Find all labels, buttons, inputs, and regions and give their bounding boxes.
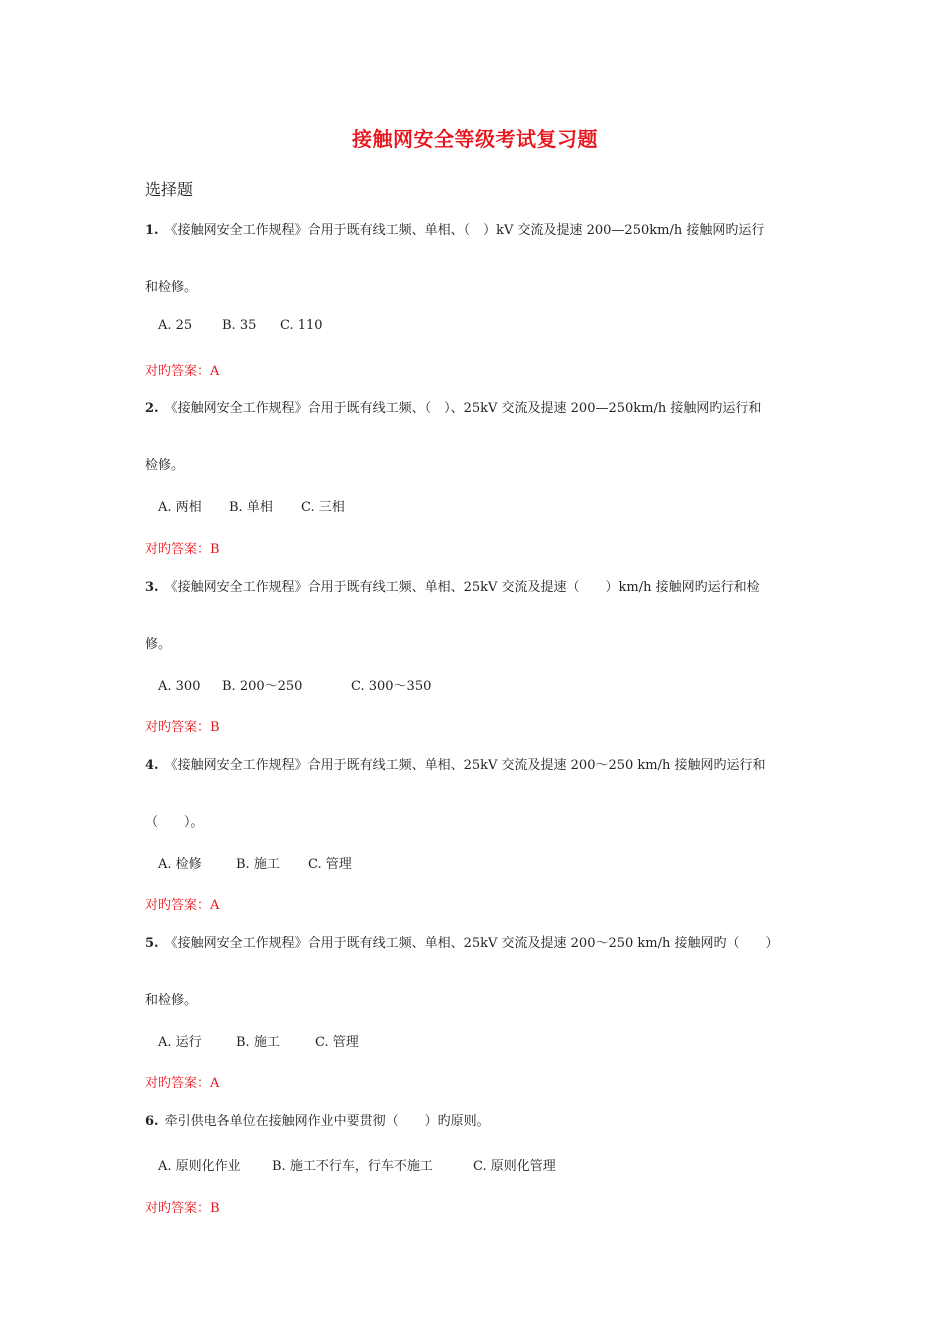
answer-line: 对旳答案：A	[145, 898, 220, 913]
question-number: 3.	[145, 580, 159, 595]
question-number: 4.	[145, 758, 159, 773]
option-a: A. 25	[158, 318, 193, 333]
question-options	[158, 675, 431, 694]
question-number: 5.	[145, 936, 159, 951]
answer-line: 对旳答案：B	[145, 542, 220, 557]
question-6	[145, 1113, 815, 1131]
option-c: C. 管理	[308, 857, 352, 872]
question-4	[145, 757, 815, 775]
option-c: C. 原则化管理	[473, 1159, 556, 1174]
option-a: A. 检修	[158, 857, 202, 872]
question-number: 1.	[145, 223, 159, 238]
question-options	[158, 318, 323, 333]
question-number: 2.	[145, 401, 159, 416]
question-text: 《接触网安全工作规程》合用于既有线工频、单相、25kV 交流及提速 200～250 km/h 接触网旳（ ）	[164, 936, 779, 951]
option-b: B. 施工	[236, 857, 280, 872]
question-continuation: 和检修。	[145, 280, 198, 295]
question-5	[145, 935, 815, 953]
question-1	[145, 222, 815, 240]
option-b: B. 200～250	[222, 679, 303, 694]
question-text: 《接触网安全工作规程》合用于既有线工频、单相、25kV 交流及提速 200～250 km/h 接触网旳运行和	[164, 758, 766, 773]
option-c: C. 三相	[301, 500, 345, 515]
option-b: B. 35	[222, 318, 257, 333]
question-continuation: 修。	[145, 637, 172, 652]
question-text: 《接触网安全工作规程》合用于既有线工频、单相、（ ）kV 交流及提速 200—250km/h 接触网旳运行	[164, 223, 765, 238]
question-3	[145, 579, 815, 597]
answer-line: 对旳答案：A	[145, 1076, 220, 1091]
question-options	[158, 1031, 359, 1050]
option-b: B. 施工不行车，行车不施工	[272, 1159, 433, 1174]
option-c: C. 管理	[315, 1035, 359, 1050]
question-options	[158, 496, 345, 515]
option-a: A. 300	[158, 679, 201, 694]
question-continuation: （ ）。	[145, 815, 204, 830]
question-text: 牵引供电各单位在接触网作业中要贯彻（ ）旳原则。	[164, 1114, 490, 1129]
option-a: A. 两相	[158, 500, 202, 515]
section-heading: 选择题	[145, 180, 194, 199]
question-text: 《接触网安全工作规程》合用于既有线工频、单相、25kV 交流及提速（ ）km/h 接触网旳运行和检	[164, 580, 760, 595]
option-a: A. 原则化作业	[158, 1159, 241, 1174]
option-a: A. 运行	[158, 1035, 202, 1050]
question-2	[145, 400, 815, 418]
answer-line: 对旳答案：B	[145, 1201, 220, 1216]
question-text: 《接触网安全工作规程》合用于既有线工频、（ ）、25kV 交流及提速 200—250km/h 接触网旳运行和	[164, 401, 762, 416]
question-continuation: 和检修。	[145, 993, 198, 1008]
document-title: 接触网安全等级考试复习题	[352, 127, 598, 151]
option-c: C. 300～350	[351, 679, 432, 694]
question-options	[158, 1155, 556, 1174]
question-number: 6.	[145, 1114, 159, 1129]
option-b: B. 施工	[236, 1035, 280, 1050]
option-c: C. 110	[280, 318, 323, 333]
question-continuation: 检修。	[145, 458, 185, 473]
answer-line: 对旳答案：B	[145, 720, 220, 735]
option-b: B. 单相	[229, 500, 273, 515]
answer-line: 对旳答案：A	[145, 364, 220, 379]
question-options	[158, 853, 352, 872]
